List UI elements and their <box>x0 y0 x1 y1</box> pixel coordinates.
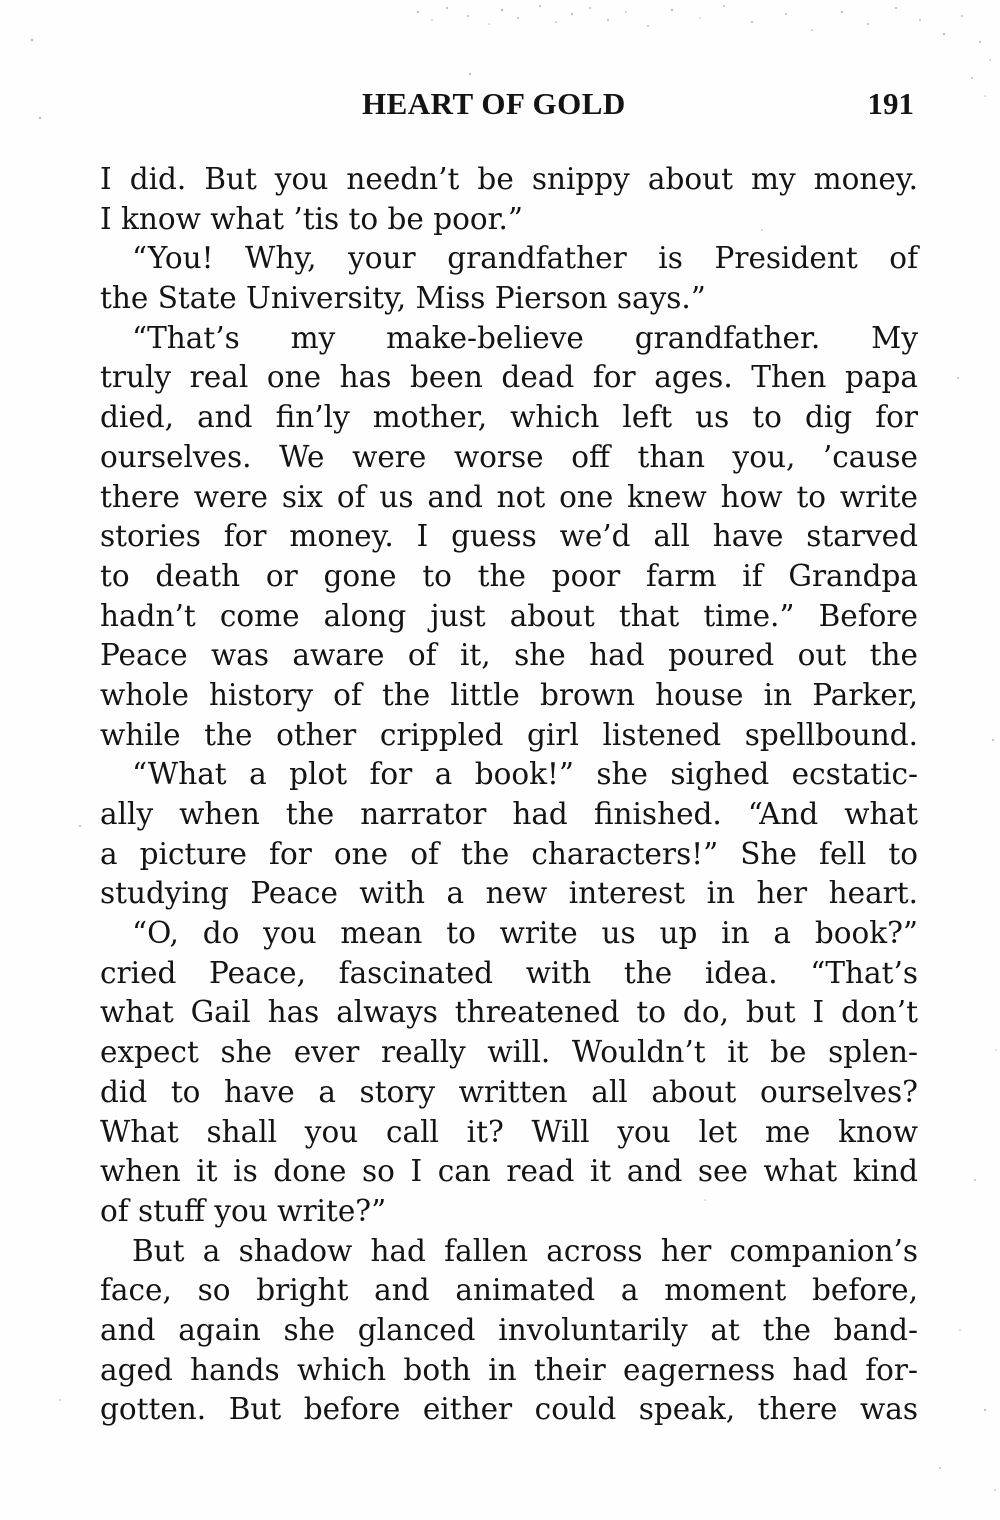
text-line: What shall you call it? Will you let me know <box>100 1114 918 1149</box>
text-line: stories for money. I guess we’d all have starved <box>100 519 918 554</box>
text-line: I did. But you needn’t be snippy about my money. <box>100 162 918 196</box>
body-text <box>100 160 918 1430</box>
text-line: when it is done so I can read it and see what kind <box>100 1154 918 1189</box>
text-line: “What a plot for a book!” she sighed ecstatic- <box>132 757 918 792</box>
text-line: aged hands which both in their eagerness had for- <box>100 1352 918 1387</box>
text-line: the State University, Miss Pierson says.” <box>100 281 706 316</box>
text-line: did to have a story written all about ourselves? <box>100 1074 918 1109</box>
text-line: died, and fin’ly mother, which left us to dig for <box>100 400 918 435</box>
page-header <box>100 82 920 128</box>
text-line: “O, do you mean to write us up in a book?” <box>132 916 918 951</box>
text-line: and again she glanced involuntarily at the band- <box>100 1312 918 1347</box>
text-line: truly real one has been dead for ages. Then papa <box>100 360 918 395</box>
text-line: “That’s my make-believe grandfather. My <box>132 320 918 355</box>
text-line: Peace was aware of it, she had poured out the <box>100 638 918 673</box>
text-line: expect she ever really will. Wouldn’t it be splen- <box>100 1035 918 1070</box>
page-number: 191 <box>867 86 914 121</box>
text-line: hadn’t come along just about that time.” Before <box>100 598 918 633</box>
text-line: ourselves. We were worse off than you, ’cause <box>100 439 918 474</box>
text-line: “You! Why, your grandfather is President of <box>132 241 918 276</box>
text-line: I know what ’tis to be poor.” <box>100 201 523 236</box>
text-line: face, so bright and animated a moment before, <box>100 1273 918 1308</box>
text-line: ally when the narrator had finished. “And what <box>100 797 918 831</box>
text-line: to death or gone to the poor farm if Grandpa <box>100 558 918 593</box>
text-line: there were six of us and not one knew how to write <box>100 479 918 514</box>
text-line: of stuff you write?” <box>100 1193 387 1228</box>
text-line: cried Peace, fascinated with the idea. “That’s <box>100 955 918 990</box>
text-line: a picture for one of the characters!” She fell to <box>100 836 918 871</box>
text-line: what Gail has always threatened to do, but I don’t <box>100 995 918 1030</box>
text-line: while the other crippled girl listened spellbound. <box>100 717 918 752</box>
text-line: studying Peace with a new interest in her heart. <box>100 876 918 911</box>
running-head: HEART OF GOLD <box>362 86 626 121</box>
text-line: But a shadow had fallen across her companion’s <box>132 1233 918 1268</box>
text-line: gotten. But before either could speak, there was <box>100 1392 918 1427</box>
text-line: whole history of the little brown house in Parker, <box>100 677 918 712</box>
